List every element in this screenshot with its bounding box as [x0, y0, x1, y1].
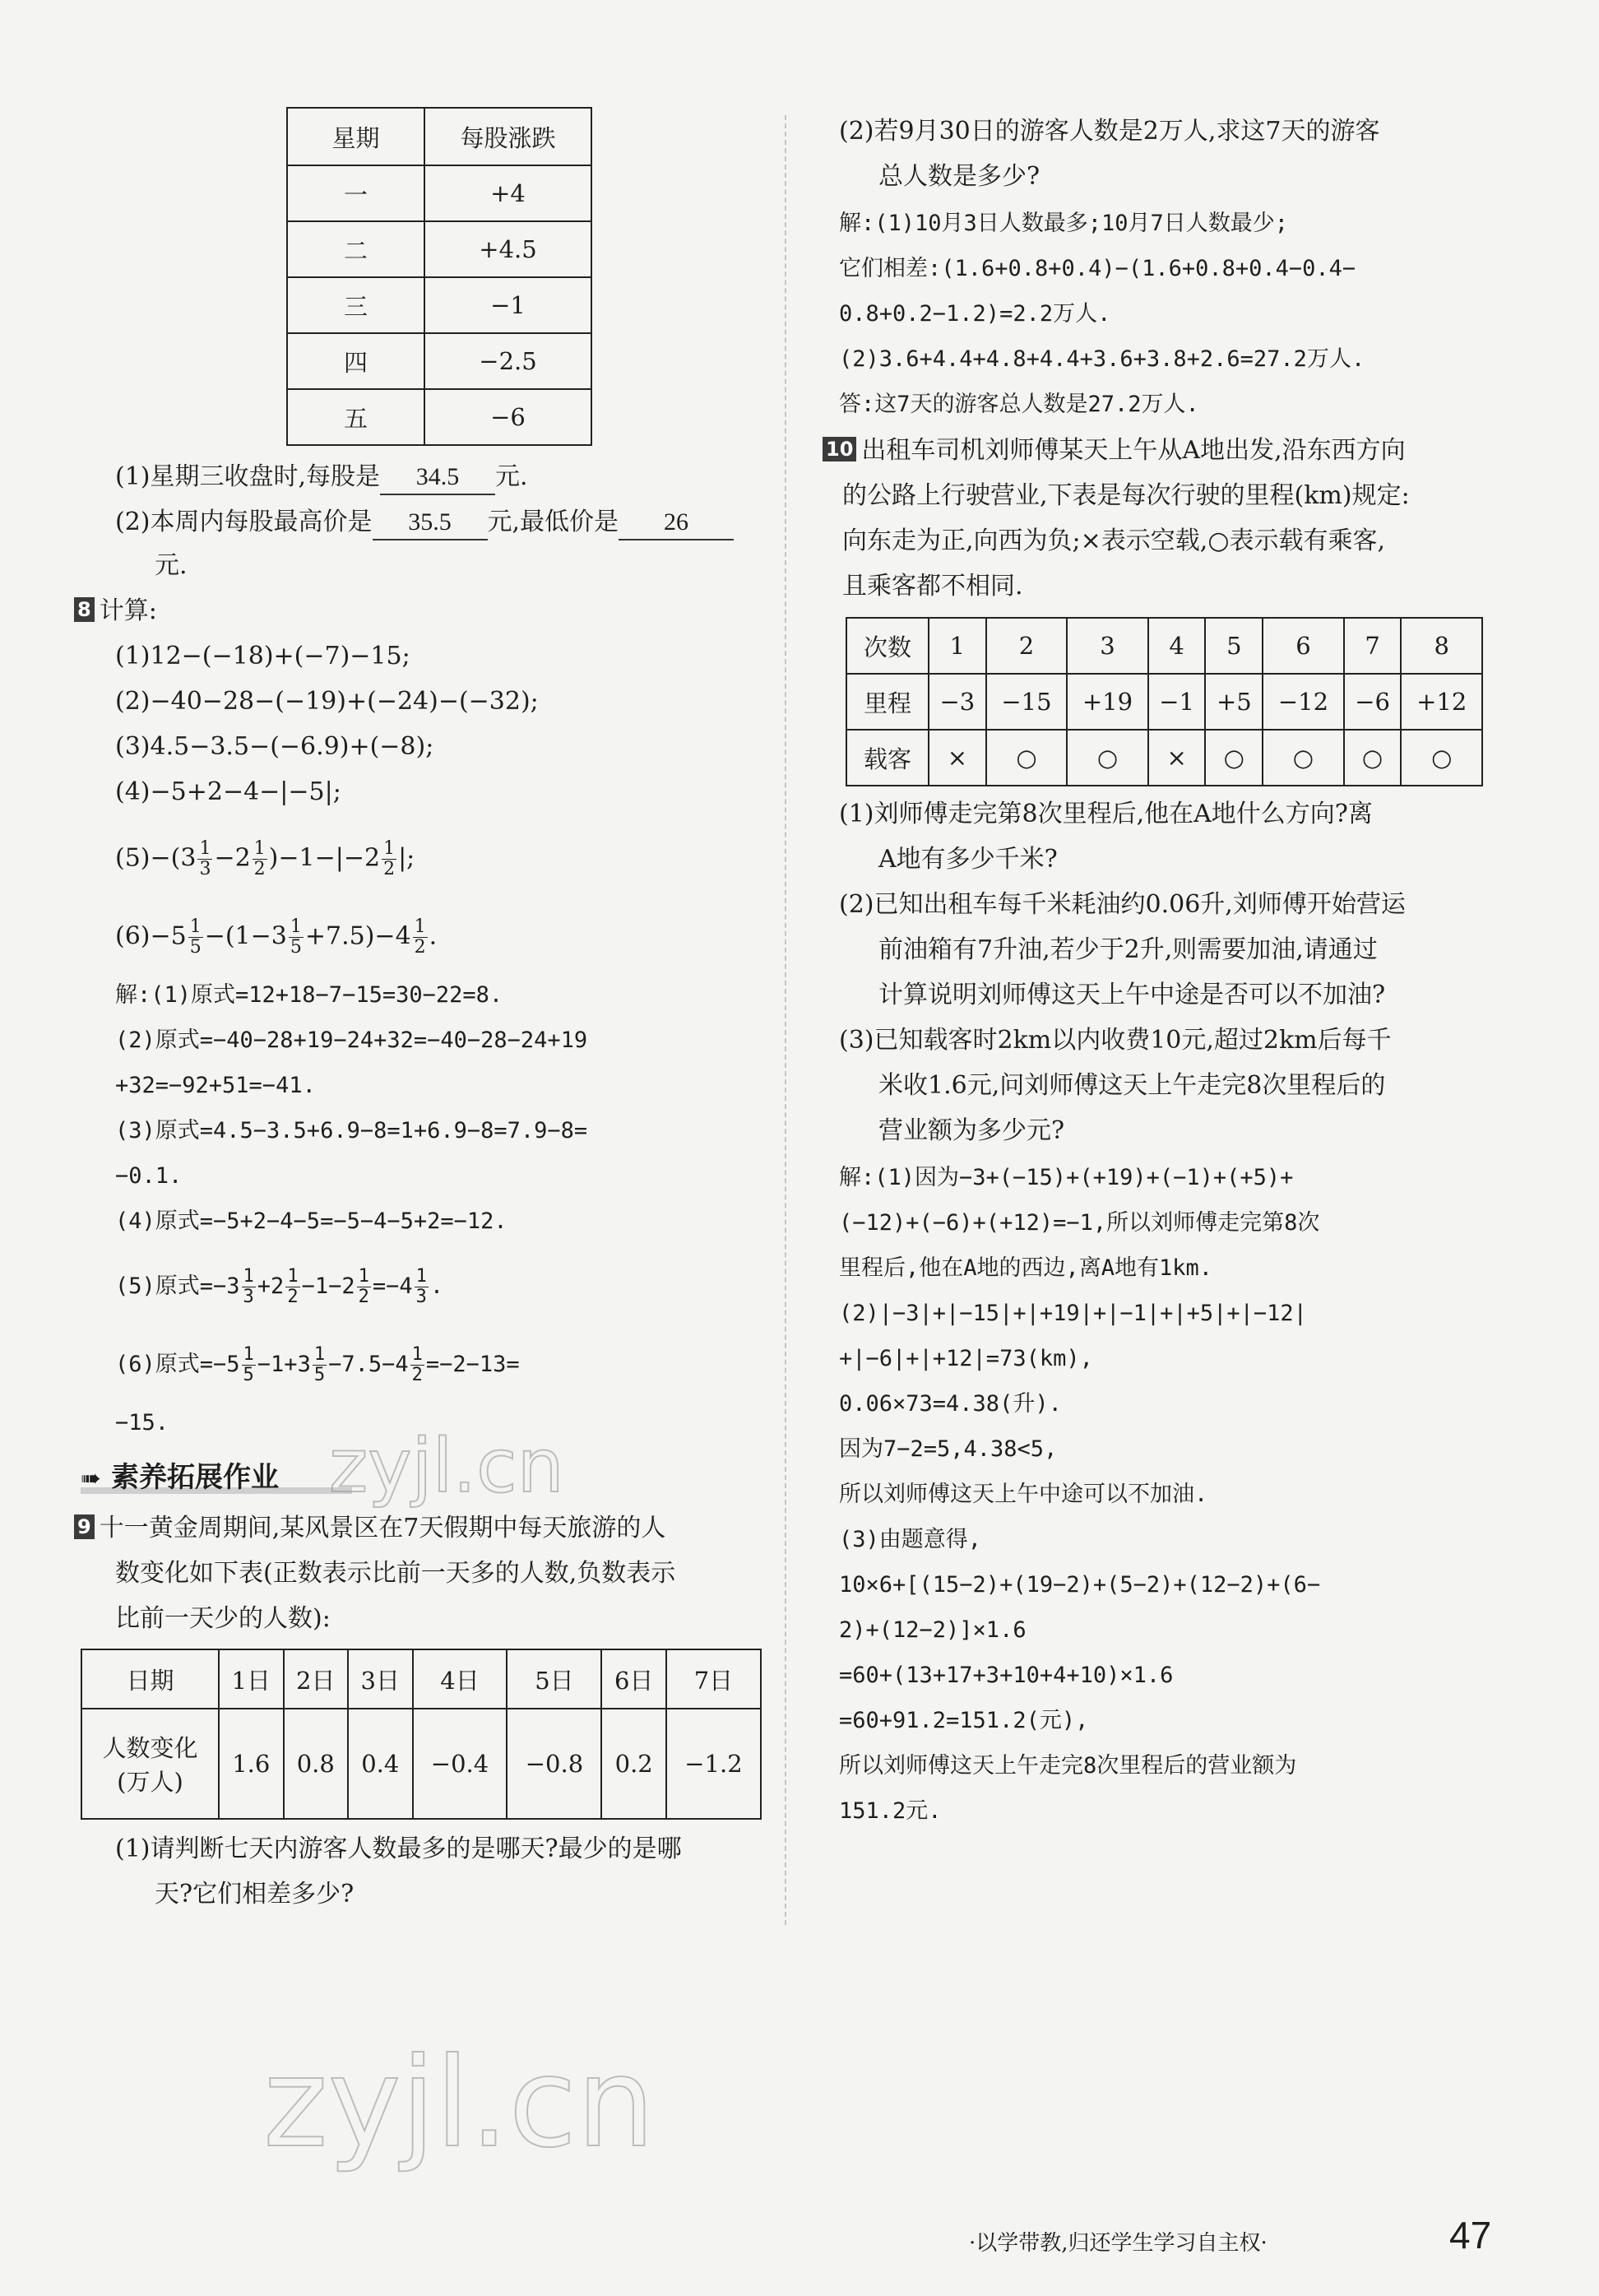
table-cell: +5: [1205, 674, 1263, 730]
q10-answer-10: 10×6+[(15−2)+(19−2)+(5−2)+(12−2)+(6−: [839, 1572, 1321, 1598]
fraction: $\frac{1}{5}$: [290, 916, 302, 958]
table-cell: 0.2: [601, 1709, 666, 1819]
table-header: 6: [1263, 618, 1344, 674]
q9-part1b: 天?它们相差多少?: [155, 1880, 355, 1909]
q8-answer-6b: −15.: [115, 1410, 169, 1436]
table-header: 2日: [284, 1649, 349, 1709]
table-cell: 三: [287, 277, 424, 333]
column-divider: [785, 115, 786, 1925]
q10-answer-9: (3)由题意得,: [839, 1527, 982, 1552]
table-header: 6日: [601, 1649, 666, 1709]
table-cell: −6: [1344, 674, 1402, 730]
fraction: $\frac{1}{2}$: [358, 1266, 369, 1307]
q8-p5: (5)−(3 $\frac{1}{3}$ −2 $\frac{1}{2}$ )−1−|−2 $\frac{1}{2}$ |;: [115, 838, 415, 879]
answer-blank: 34.5: [380, 461, 495, 495]
q10-answer-4: (2)|−3|+|−15|+|+19|+|−1|+|+5|+|−12|: [839, 1301, 1307, 1326]
fraction: $\frac{1}{2}$: [253, 838, 266, 879]
q10-line3: 向东走为正,向西为负;×表示空载,○表示载有乘客,: [842, 526, 1386, 555]
fraction: $\frac{1}{5}$: [243, 1344, 254, 1385]
fraction: $\frac{1}{2}$: [414, 916, 426, 958]
table-header: 日期: [81, 1649, 219, 1709]
table-cell: ×: [1148, 730, 1206, 786]
table-header: 5日: [507, 1649, 601, 1709]
table-cell: ×: [929, 730, 986, 786]
taxi-trip-table: [846, 617, 1483, 786]
q8-answer-1: 解:(1)原式=12+18−7−15=30−22=8.: [115, 982, 503, 1008]
q10-part2b: 前油箱有7升油,若少于2升,则需要加油,请通过: [878, 935, 1378, 964]
table-header: 7: [1344, 618, 1402, 674]
table-cell: −0.4: [413, 1709, 508, 1819]
q9-answer-1: 解:(1)10月3日人数最多;10月7日人数最少;: [839, 211, 1289, 236]
q10-answer-6: 0.06×73=4.38(升).: [839, 1391, 1062, 1417]
fraction: $\frac{1}{3}$: [199, 838, 211, 879]
q10-answer-14: 所以刘师傅这天上午走完8次里程后的营业额为: [839, 1753, 1297, 1779]
q10-part2c: 计算说明刘师傅这天上午中途是否可以不加油?: [878, 981, 1386, 1009]
table-cell: 0.4: [348, 1709, 413, 1819]
q9-answer-3: 0.8+0.2−1.2)=2.2万人.: [839, 301, 1111, 327]
table-cell: −6: [424, 389, 591, 445]
q9-line3: 比前一天少的人数):: [115, 1604, 331, 1633]
q10-answer-2: (−12)+(−6)+(+12)=−1,所以刘师傅走完第8次: [839, 1210, 1320, 1236]
q10-answer-7: 因为7−2=5,4.38<5,: [839, 1436, 1058, 1462]
q10-answer-15: 151.2元.: [839, 1798, 942, 1824]
table-header: 4日: [413, 1649, 508, 1709]
table-header: 每股涨跌: [424, 108, 591, 165]
table-header: 3: [1067, 618, 1148, 674]
question-number: 8: [74, 597, 95, 622]
table-cell: ○: [1205, 730, 1263, 786]
fraction: $\frac{1}{2}$: [383, 838, 396, 879]
fraction: $\frac{1}{3}$: [415, 1266, 427, 1307]
fraction: $\frac{1}{5}$: [313, 1344, 326, 1385]
table-cell: −0.8: [507, 1709, 601, 1819]
question-number: 9: [74, 1514, 95, 1539]
table-cell: ○: [1344, 730, 1402, 786]
table-cell: −1: [424, 277, 591, 333]
watermark: zyjl.cn: [263, 2032, 656, 2175]
table-cell: +4: [424, 165, 591, 221]
q10-part1a: (1)刘师傅走完第8次里程后,他在A地什么方向?离: [839, 800, 1373, 828]
q8-answer-3a: (3)原式=4.5−3.5+6.9−8=1+6.9−8=7.9−8=: [115, 1118, 588, 1143]
row-label: 人数变化 (万人): [81, 1709, 219, 1819]
tourist-change-table: [81, 1649, 762, 1820]
answer-blank: 35.5: [373, 506, 488, 540]
table-header: 2: [986, 618, 1068, 674]
row-label: 里程: [846, 674, 929, 730]
table-cell: 四: [287, 333, 424, 389]
q8-answer-2b: +32=−92+51=−41.: [115, 1073, 316, 1098]
table-cell: ○: [1067, 730, 1148, 786]
page-number: 47: [1449, 2214, 1492, 2257]
q9-answer-4: (2)3.6+4.4+4.8+4.4+3.6+3.8+2.6=27.2万人.: [839, 346, 1365, 372]
table-cell: −2.5: [424, 333, 591, 389]
q10-answer-3: 里程后,他在A地的西边,离A地有1km.: [839, 1255, 1213, 1281]
table-header: 7日: [666, 1649, 761, 1709]
table-cell: ○: [986, 730, 1068, 786]
q10-answer-8: 所以刘师傅这天上午中途可以不加油.: [839, 1482, 1208, 1507]
q9-answer-5: 答:这7天的游客总人数是27.2万人.: [839, 392, 1199, 417]
footer-motto: ·以学带教,归还学生学习自主权·: [969, 2231, 1268, 2256]
q10-answer-13: =60+91.2=151.2(元),: [839, 1708, 1089, 1733]
q8-answer-6: (6)原式=−5 $\frac{1}{5}$ −1+3 $\frac{1}{5}$ −7.5−4 $\frac{1}{2}$ =−2−13=: [115, 1344, 520, 1385]
q7-part2: (2)本周内每股最高价是 35.5 元,最低价是 26: [115, 506, 734, 540]
table-header: 1: [929, 618, 986, 674]
table-cell: −12: [1263, 674, 1344, 730]
table-header: 星期: [287, 108, 424, 165]
row-label: 载客: [846, 730, 929, 786]
section-heading: ➠ 素养拓展作业: [81, 1461, 279, 1494]
table-header: 5: [1205, 618, 1263, 674]
fraction: $\frac{1}{2}$: [411, 1344, 423, 1385]
table-cell: 0.8: [284, 1709, 349, 1819]
q9-line1: 9 十一黄金周期间,某风景区在7天假期中每天旅游的人: [74, 1512, 665, 1545]
q9-answer-2: 它们相差:(1.6+0.8+0.4)−(1.6+0.8+0.4−0.4−: [839, 256, 1356, 281]
fraction: $\frac{1}{2}$: [287, 1266, 299, 1307]
q9-part1a: (1)请判断七天内游客人数最多的是哪天?最少的是哪: [115, 1834, 682, 1863]
q10-answer-1: 解:(1)因为−3+(−15)+(+19)+(−1)+(+5)+: [839, 1165, 1294, 1190]
q8-p2: (2)−40−28−(−19)+(−24)−(−32);: [115, 687, 539, 716]
q10-part3a: (3)已知载客时2km以内收费10元,超过2km后每千: [839, 1026, 1392, 1055]
q10-line2: 的公路上行驶营业,下表是每次行驶的里程(km)规定:: [842, 481, 1410, 510]
q7-part2-unit: 元.: [155, 551, 188, 580]
table-cell: −3: [929, 674, 986, 730]
table-cell: +4.5: [424, 221, 591, 277]
q8-answer-4: (4)原式=−5+2−4−5=−5−4−5+2=−12.: [115, 1208, 508, 1234]
q10-line4: 且乘客都不相同.: [842, 572, 1023, 601]
table-cell: 五: [287, 389, 424, 445]
table-cell: −1.2: [666, 1709, 761, 1819]
q10-answer-5: +|−6|+|+12|=73(km),: [839, 1346, 1093, 1371]
fraction: $\frac{1}{3}$: [243, 1266, 254, 1307]
q8-answer-3b: −0.1.: [115, 1163, 183, 1189]
q10-part1b: A地有多少千米?: [878, 845, 1058, 874]
table-cell: 二: [287, 221, 424, 277]
stock-change-table: [286, 107, 592, 446]
table-header: 次数: [846, 618, 929, 674]
q10-part3b: 米收1.6元,问刘师傅这天上午走完8次里程后的: [878, 1071, 1386, 1100]
q10-part2a: (2)已知出租车每千米耗油约0.06升,刘师傅开始营运: [839, 890, 1406, 919]
watermark: zyjl.cn: [329, 1423, 564, 1510]
table-cell: 一: [287, 165, 424, 221]
question-number: 10: [823, 437, 856, 462]
table-cell: −15: [986, 674, 1068, 730]
q10-answer-12: =60+(13+17+3+10+4+10)×1.6: [839, 1663, 1174, 1688]
table-cell: −1: [1148, 674, 1206, 730]
table-cell: ○: [1263, 730, 1344, 786]
q8-p1: (1)12−(−18)+(−7)−15;: [115, 642, 410, 670]
arrow-icon: ➠: [81, 1464, 102, 1493]
q10-line1: 10 出租车司机刘师傅某天上午从A地出发,沿东西方向: [823, 434, 1406, 467]
fraction: $\frac{1}{5}$: [189, 916, 202, 958]
table-header: 3日: [348, 1649, 413, 1709]
table-cell: +12: [1401, 674, 1482, 730]
table-header: 1日: [219, 1649, 284, 1709]
q8-answer-5: (5)原式=−3 $\frac{1}{3}$ +2 $\frac{1}{2}$ −1−2 $\frac{1}{2}$ =−4 $\frac{1}{3}$ .: [115, 1266, 444, 1307]
q7-part1: (1)星期三收盘时,每股是 34.5 元.: [115, 461, 528, 495]
q9-part2b: 总人数是多少?: [878, 162, 1041, 191]
q8-p4: (4)−5+2−4−|−5|;: [115, 777, 341, 806]
table-cell: +19: [1067, 674, 1148, 730]
q10-answer-11: 2)+(12−2)]×1.6: [839, 1617, 1027, 1643]
table-header: 8: [1401, 618, 1482, 674]
answer-blank: 26: [619, 506, 734, 540]
table-header: 4: [1148, 618, 1206, 674]
q9-part2a: (2)若9月30日的游客人数是2万人,求这7天的游客: [839, 117, 1380, 146]
q8-header: 8 计算:: [74, 595, 157, 628]
q10-part3c: 营业额为多少元?: [878, 1116, 1065, 1145]
q8-p6: (6)−5 $\frac{1}{5}$ −(1−3 $\frac{1}{5}$ +7.5)−4 $\frac{1}{2}$ .: [115, 916, 438, 958]
table-cell: 1.6: [219, 1709, 284, 1819]
q8-p3: (3)4.5−3.5−(−6.9)+(−8);: [115, 732, 434, 761]
q9-line2: 数变化如下表(正数表示比前一天多的人数,负数表示: [115, 1559, 676, 1588]
table-cell: ○: [1401, 730, 1482, 786]
q8-answer-2a: (2)原式=−40−28+19−24+32=−40−28−24+19: [115, 1027, 588, 1053]
